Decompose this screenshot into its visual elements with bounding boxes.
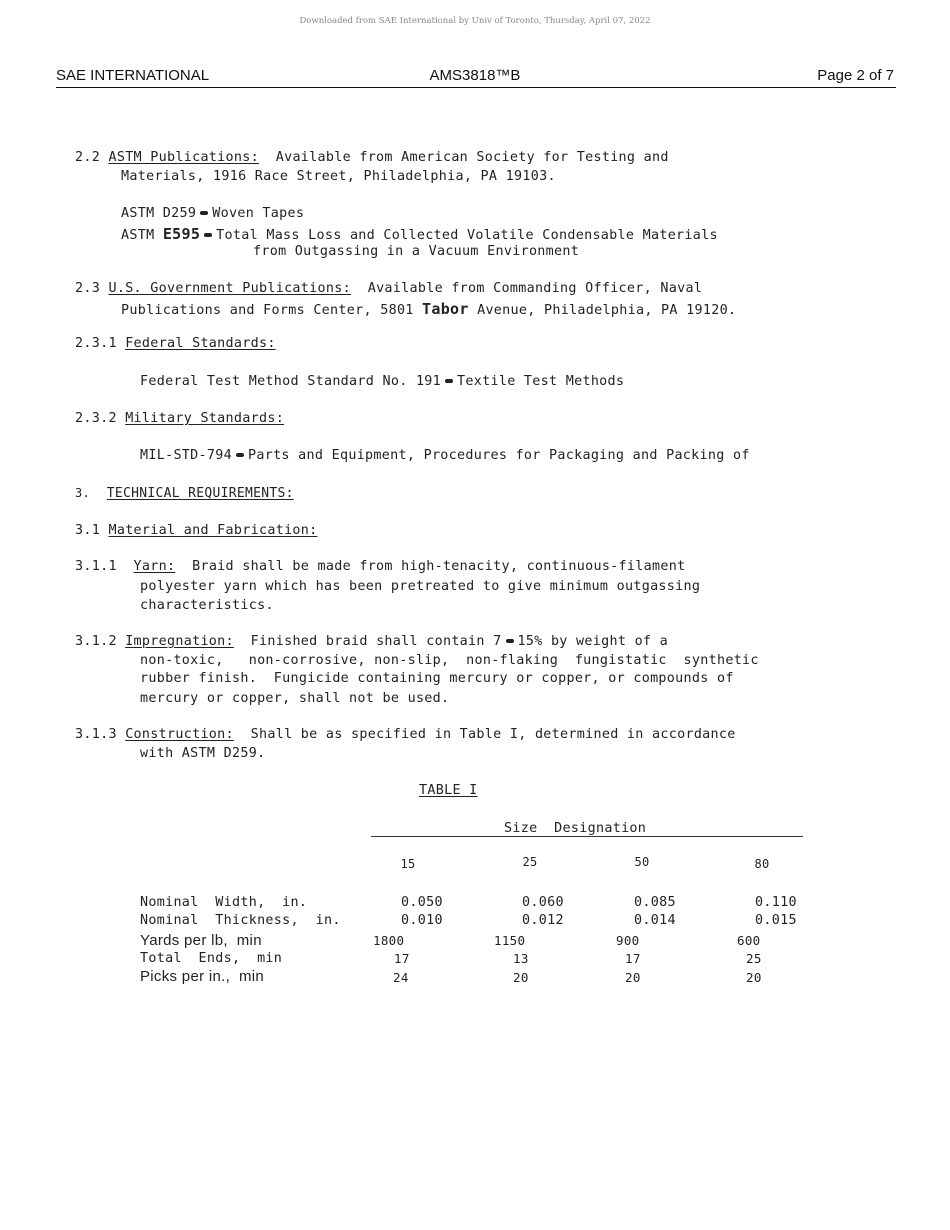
section-number: 3.1 [75,523,101,538]
reference-code: Federal Test Method Standard No. 191 [140,374,442,389]
table-cell: 20 [625,970,641,985]
section-title: Construction: [125,727,234,742]
section-number: 2.3 [75,281,101,296]
dash-icon [204,233,212,237]
table-cell: 13 [513,951,529,966]
section-title: Federal Standards: [125,336,276,351]
reference-code: ASTM D259 [121,206,197,221]
dash-icon [236,453,244,457]
reference-title: Total Mass Loss and Collected Volatile Condensable Materials [216,228,718,243]
table-cell: 17 [394,951,410,966]
table-group-header: Size Designation [504,821,647,836]
header-org: SAE INTERNATIONAL [56,67,210,84]
section-text: with ASTM D259. [140,746,266,761]
section-text: Tabor [422,300,469,318]
section-text: Available from American Society for Testing and [275,150,669,165]
reference-code: MIL-STD-794 [140,448,232,463]
section-number: 3. [75,486,91,500]
header-page-number: Page 2 of 7 [817,67,894,84]
reference-prefix: ASTM [121,228,155,243]
table-column-header: 25 [522,855,538,869]
section-text: polyester yarn which has been pretreated to give minimum outgassing [140,579,701,594]
table-cell: 0.014 [634,913,676,928]
section-title: Material and Fabrication: [108,523,318,538]
section-number: 2.3.1 [75,336,117,351]
table-row-label: Nominal Thickness, in. [140,913,341,928]
section-number: 3.1.3 [75,727,117,742]
table-cell: 17 [625,951,641,966]
table-cell: 0.085 [634,895,676,910]
header-doc-id: AMS3818™B [429,67,521,84]
section-title: Impregnation: [125,634,234,649]
section-title: ASTM Publications: [108,150,259,165]
table-cell: 0.050 [401,895,443,910]
download-notice: Downloaded from SAE International by Univ of Toronto, Thursday, April 07, 2022 [299,16,651,26]
table-cell: 0.110 [755,895,797,910]
section-text: non-toxic, non-corrosive, non-slip, non-flaking fungistatic synthetic [140,653,759,668]
table-cell: 20 [746,970,762,985]
table-column-header: 50 [634,855,650,869]
table-cell: 1800 [373,933,405,948]
section-text: Publications and Forms Center, 5801 [121,303,414,318]
table-row-label: Total Ends, min [140,951,283,966]
reference-code: E595 [162,225,201,243]
table-column-header: 15 [400,857,416,871]
section-title: Military Standards: [125,411,285,426]
section-title: U.S. Government Publications: [108,281,351,296]
section-text: 15% by weight of a [517,634,669,649]
table-column-header: 80 [754,857,770,871]
section-text: rubber finish. Fungicide containing mercury or copper, or compounds of [140,671,734,686]
table-cell: 0.012 [522,913,564,928]
reference-title: Woven Tapes [212,206,305,221]
table-cell: 25 [746,951,762,966]
table-cell: 900 [616,933,640,948]
table-cell: 0.010 [401,913,443,928]
reference-title: Parts and Equipment, Procedures for Packaging and Packing of [247,448,750,463]
table-row-label: Nominal Width, in. [140,895,308,910]
section-number: 2.3.2 [75,411,117,426]
section-number: 3.1.1 [75,559,117,574]
reference-title: Textile Test Methods [457,374,625,389]
dash-icon [200,211,208,215]
table-cell: 0.015 [755,913,797,928]
section-text: Braid shall be made from high-tenacity, continuous-filament [192,559,686,574]
table-caption: TABLE I [419,783,478,798]
section-text: mercury or copper, shall not be used. [140,691,450,706]
table-cell: 1150 [494,933,526,948]
table-row-label: Picks per in., min [140,968,265,985]
table-row-label: Yards per lb, min [140,932,262,949]
reference-title-continued: from Outgassing in a Vacuum Environment [253,244,580,259]
header-rule [56,87,896,88]
table-header-rule [371,836,803,837]
section-number: 2.2 [75,150,101,165]
table-cell: 600 [737,933,761,948]
section-number: 3.1.2 [75,634,117,649]
section-title: TECHNICAL REQUIREMENTS: [106,486,294,501]
dash-icon [506,639,514,643]
dash-icon [445,379,453,383]
section-text: Shall be as specified in Table I, determined in accordance [250,727,736,742]
table-cell: 24 [393,970,409,985]
section-text: Finished braid shall contain 7 [250,634,502,649]
table-cell: 20 [513,970,529,985]
table-cell: 0.060 [522,895,564,910]
section-text: Avenue, Philadelphia, PA 19120. [477,303,737,318]
section-title: Yarn: [133,559,176,574]
section-text: characteristics. [140,598,274,613]
section-text: Materials, 1916 Race Street, Philadelphia, PA 19103. [121,169,556,184]
section-text: Available from Commanding Officer, Naval [367,281,703,296]
